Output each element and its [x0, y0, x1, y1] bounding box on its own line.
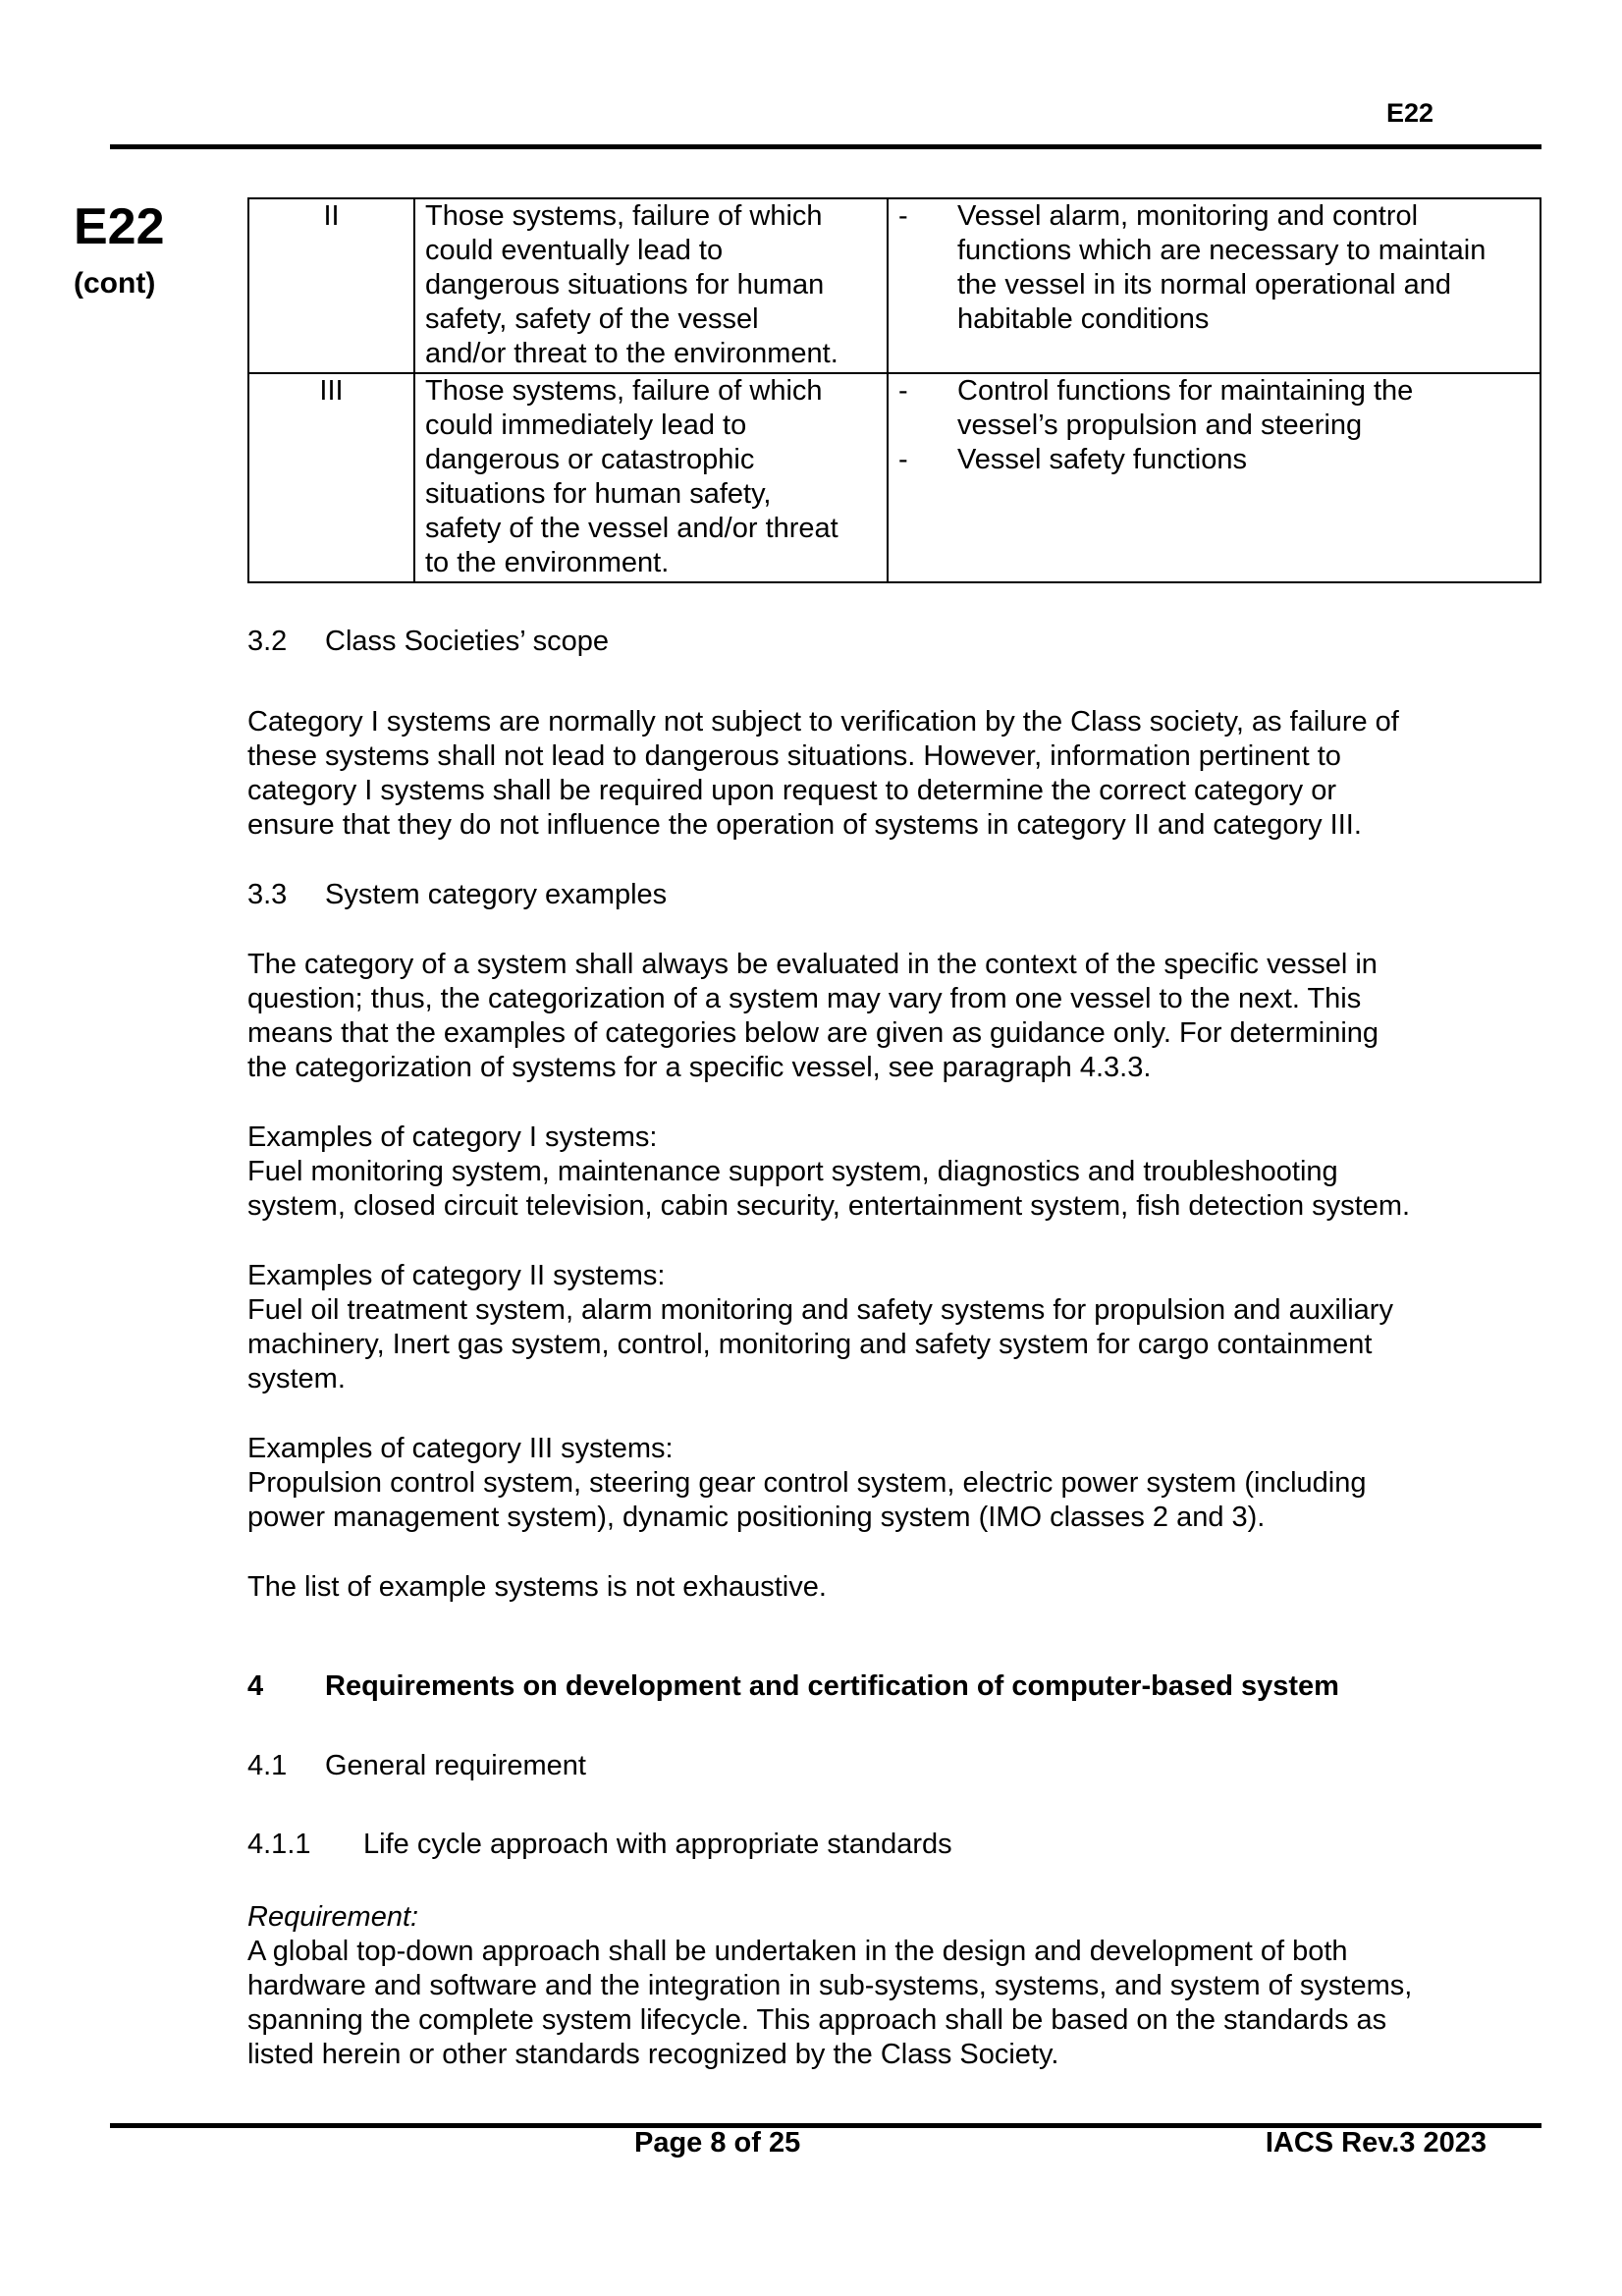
- category-cell: III: [248, 373, 414, 582]
- page-number: Page 8 of 25: [634, 2127, 801, 2159]
- section-title: General requirement: [325, 1750, 586, 1781]
- category-3-examples: [247, 1432, 1524, 1535]
- example-item: [898, 443, 1518, 477]
- header-document-code: E22: [1385, 98, 1433, 128]
- examples-cell: [888, 198, 1541, 373]
- paragraph-line: listed herein or other standards recognized by the Class Society.: [247, 2039, 1059, 2070]
- section-title: Requirements on development and certification of computer-based system: [325, 1670, 1339, 1702]
- paragraph-line: machinery, Inert gas system, control, monitoring and safety system for cargo containment: [247, 1329, 1373, 1360]
- example-item: [898, 199, 1518, 337]
- example-text: [957, 443, 1518, 477]
- category-cell: II: [248, 198, 414, 373]
- sidebar-document-code: E22: [74, 198, 165, 255]
- description-line: safety, safety of the vessel: [425, 303, 759, 335]
- paragraph-line: Fuel oil treatment system, alarm monitoring and safety systems for propulsion and auxiliary: [247, 1294, 1393, 1326]
- section-3-3-heading: [247, 878, 1524, 912]
- description-line: dangerous or catastrophic: [425, 444, 755, 475]
- example-text: [957, 374, 1518, 443]
- sidebar-continued-label: (cont): [74, 267, 156, 300]
- paragraph-line: hardware and software and the integration in sub-systems, systems, and system of systems,: [247, 1970, 1413, 2001]
- examples-heading: Examples of category I systems:: [247, 1121, 658, 1153]
- category-1-examples: [247, 1121, 1524, 1224]
- paragraph-line: question; thus, the categorization of a system may vary from one vessel to the next. This: [247, 983, 1362, 1014]
- example-line: habitable conditions: [957, 303, 1210, 335]
- paragraph-line: ensure that they do not influence the operation of systems in category II and category III.: [247, 809, 1362, 841]
- section-number: 3.3: [247, 879, 288, 910]
- example-line: Vessel alarm, monitoring and control: [957, 200, 1419, 232]
- description-line: situations for human safety,: [425, 478, 772, 510]
- description-cell: [414, 373, 888, 582]
- section-number: 4.1: [247, 1750, 288, 1781]
- description-line: could eventually lead to: [425, 235, 724, 266]
- description-line: dangerous situations for human: [425, 269, 825, 301]
- paragraph-line: The category of a system shall always be evaluated in the context of the specific vessel in: [247, 949, 1378, 980]
- example-item: [898, 374, 1518, 443]
- paragraph-line: system.: [247, 1363, 346, 1394]
- requirement-block: [247, 1900, 1524, 2072]
- example-text: [957, 199, 1518, 337]
- table-row: [248, 198, 1541, 373]
- example-line: vessel’s propulsion and steering: [957, 410, 1363, 441]
- examples-heading: Examples of category II systems:: [247, 1260, 666, 1291]
- system-category-table: [247, 197, 1541, 583]
- description-cell: [414, 198, 888, 373]
- example-line: Control functions for maintaining the: [957, 375, 1414, 407]
- section-number: 3.2: [247, 626, 288, 657]
- section-number: 4: [247, 1670, 264, 1702]
- section-4-1-heading: [247, 1749, 1524, 1783]
- example-line: Vessel safety functions: [957, 444, 1247, 475]
- paragraph-line: Category I systems are normally not subject to verification by the Class society, as failure of: [247, 706, 1399, 738]
- paragraph-line: these systems shall not lead to dangerous situations. However, information pertinent to: [247, 740, 1341, 772]
- examples-heading: Examples of category III systems:: [247, 1433, 674, 1464]
- section-title: Class Societies’ scope: [325, 626, 610, 657]
- description-line: and/or threat to the environment.: [425, 338, 838, 369]
- paragraph-line: means that the examples of categories below are given as guidance only. For determining: [247, 1017, 1379, 1049]
- section-title: Life cycle approach with appropriate standards: [363, 1829, 952, 1860]
- description-line: Those systems, failure of which: [425, 200, 823, 232]
- category-examples-paragraph: [247, 948, 1524, 1085]
- paragraph-line: A global top-down approach shall be undertaken in the design and development of both: [247, 1936, 1348, 1967]
- example-line: the vessel in its normal operational and: [957, 269, 1451, 301]
- list-note: The list of example systems is not exhaustive.: [247, 1571, 827, 1603]
- paragraph-line: the categorization of systems for a specific vessel, see paragraph 4.3.3.: [247, 1052, 1152, 1083]
- section-3-2-heading: [247, 625, 1524, 659]
- paragraph-line: Propulsion control system, steering gear control system, electric power system (including: [247, 1467, 1367, 1499]
- paragraph-line: system, closed circuit television, cabin security, entertainment system, fish detection system.: [247, 1190, 1411, 1222]
- table-row: [248, 373, 1541, 582]
- scope-paragraph: [247, 705, 1524, 843]
- list-dash: -: [898, 375, 908, 407]
- list-dash: -: [898, 444, 908, 475]
- paragraph-line: category I systems shall be required upon request to determine the correct category or: [247, 775, 1337, 806]
- section-number: 4.1.1: [247, 1829, 311, 1860]
- description-line: Those systems, failure of which: [425, 375, 823, 407]
- section-title: System category examples: [325, 879, 668, 910]
- example-line: functions which are necessary to maintain: [957, 235, 1487, 266]
- description-line: safety of the vessel and/or threat: [425, 513, 838, 544]
- paragraph-line: spanning the complete system lifecycle. This approach shall be based on the standards as: [247, 2004, 1387, 2036]
- list-dash: -: [898, 200, 908, 232]
- section-4-1-1-heading: [247, 1828, 1524, 1862]
- section-4-heading: [247, 1669, 1524, 1704]
- revision-label: IACS Rev.3 2023: [1265, 2127, 1487, 2159]
- header-rule: [110, 144, 1541, 149]
- paragraph-line: power management system), dynamic positioning system (IMO classes 2 and 3).: [247, 1502, 1266, 1533]
- requirement-label: Requirement:: [247, 1901, 419, 1933]
- description-line: to the environment.: [425, 547, 670, 578]
- description-line: could immediately lead to: [425, 410, 747, 441]
- examples-cell: [888, 373, 1541, 582]
- category-2-examples: [247, 1259, 1524, 1396]
- paragraph-line: Fuel monitoring system, maintenance support system, diagnostics and troubleshooting: [247, 1156, 1338, 1187]
